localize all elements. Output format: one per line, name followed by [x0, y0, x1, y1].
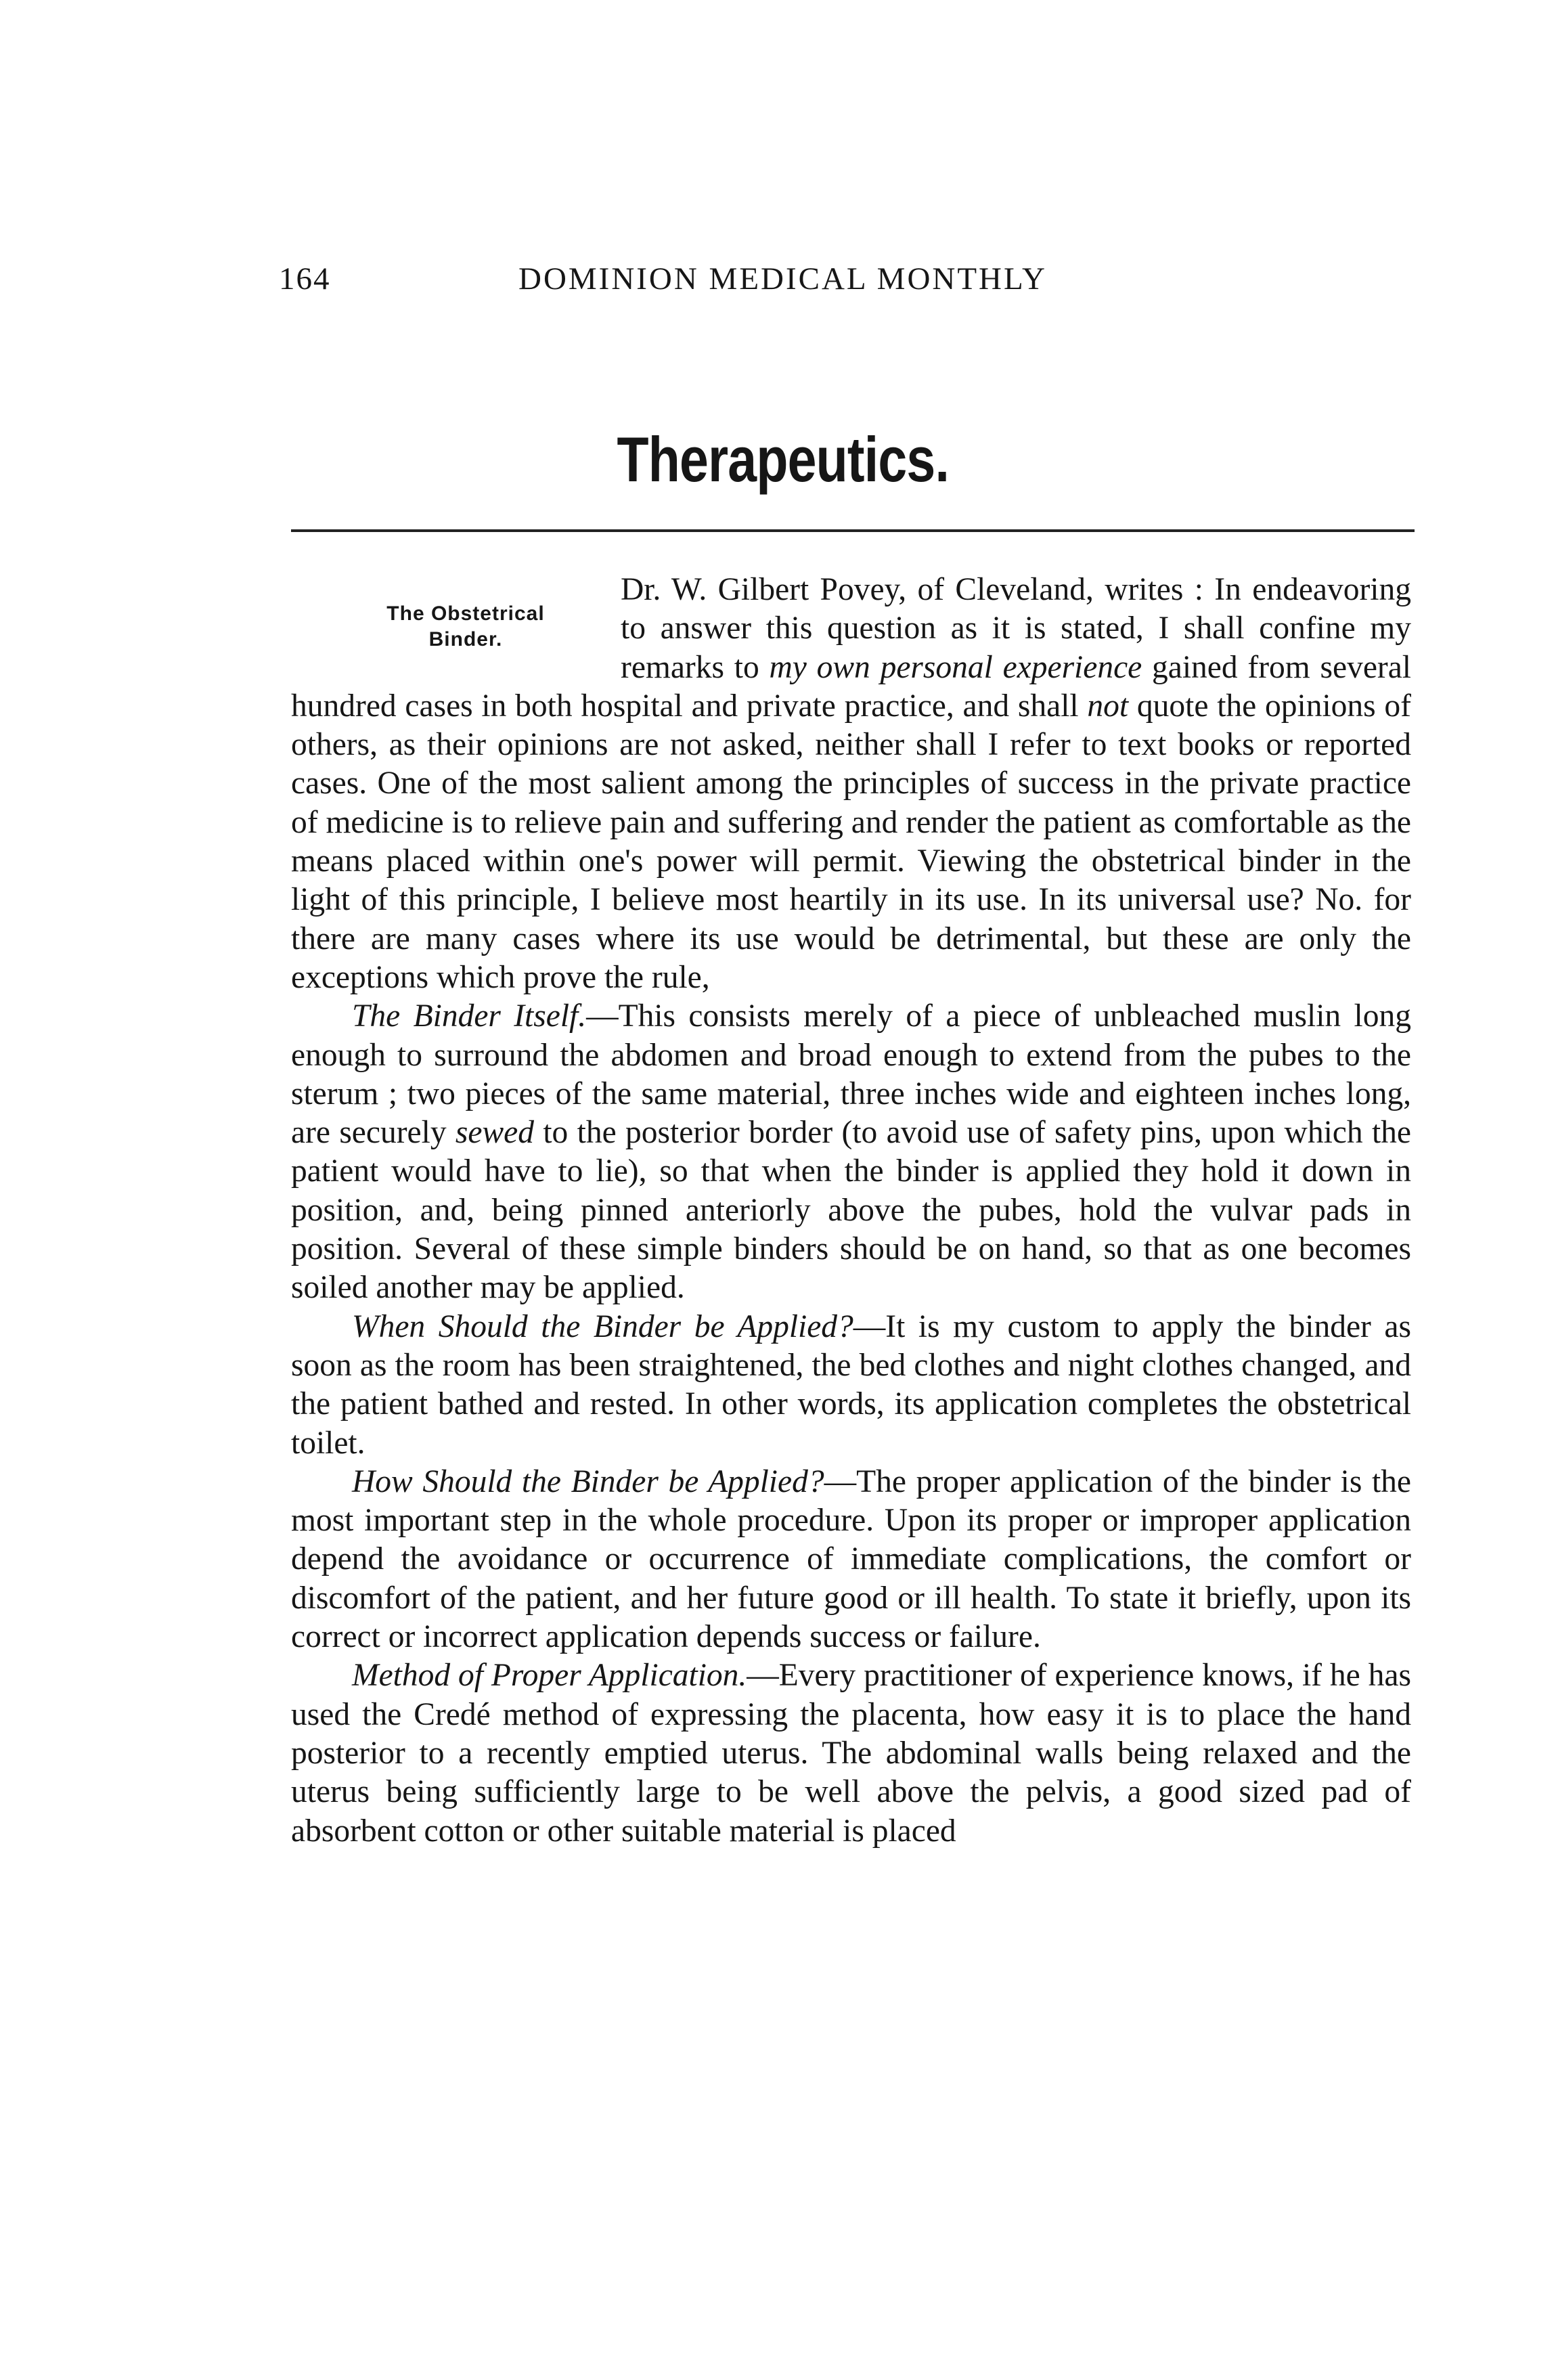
emphasis-sewed: sewed — [455, 1115, 535, 1151]
title-rule-divider — [291, 529, 1415, 532]
section-title: Therapeutics. — [617, 424, 950, 495]
lead-in-binder-itself: The Binder Itself. — [352, 998, 587, 1034]
paragraph-when-applied — [291, 1308, 1411, 1463]
paragraph-how-applied-text: —The proper application of the binder is the most important step in the whole procedure. Upon its proper or improper application depend the avoidance or occurrence of immediate complications, the comfort or discomfort of the patient, and her future good or ill health. To state it briefly, upon its correct or incorrect application depends success or failure. — [291, 1463, 1411, 1655]
page-number: 164 — [279, 261, 331, 296]
paragraph-how-applied — [291, 1463, 1411, 1656]
paragraph-method-text: —Every practitioner of experience knows, if he has used the Credé method of expressing the placenta, how easy it is to place the hand posterior to a recently emptied uterus. The abdominal walls being relaxed and the uterus being sufficiently large to be well above the pelvis, a good sized pad of absorbent cotton or other suitable material is placed — [291, 1658, 1411, 1849]
lead-in-how-applied: How Should the Binder be Applied? — [352, 1463, 824, 1499]
paragraph-binder-itself-rest: to the posterior border (to avoid use of safety pins, upon which the patient would have to lie), so that when the binder is applied they hold it down in position, and, being pinned anteriorly above the pubes, hold the vulvar pads in position. Several of these simple binders should be on hand, so that as one becomes soiled another may be applied. — [291, 1115, 1412, 1306]
sidenote-line-2: Binder. — [428, 628, 503, 651]
journal-title: DOMINION MEDICAL MONTHLY — [518, 261, 1047, 296]
paragraph-intro-rest: quote the opinions of others, as their opinions are not asked, neither shall I refer to text books or reported cases. One of the most salient among the principles of success in the private practice of medicine is to relieve pain and suffering and render the patient as comfortable as the means placed within one's power will permit. Viewing the obstetrical binder in the light of this principle, I believe most heartily in its use. In its universal use? No. for there are many cases where its use would be detrimental, but these are only the exceptions which prove the rule, — [291, 688, 1411, 995]
paragraph-when-applied-text: —It is my custom to apply the binder as soon as the room has been straightened, the bed clothes and night clothes changed, and the patient bathed and rested. In other words, its application completes the obstetrical toilet. — [291, 1308, 1411, 1461]
lead-in-when-applied: When Should the Binder be Applied? — [352, 1308, 853, 1344]
paragraph-intro-mid: gained from several hundred cases in both hospital and private practice, and shall — [291, 649, 1412, 724]
paragraph-intro-text: Dr. W. Gilbert Povey, of Cleveland, writes : In endeavoring to answer this question as it is stated, I shall confine my remarks to — [621, 572, 1411, 685]
paragraph-binder-itself — [291, 997, 1411, 1307]
running-head — [279, 261, 1416, 301]
paragraph-method — [291, 1656, 1411, 1850]
sidenote-spacer — [291, 571, 621, 672]
sidenote-line-1: The Obstetrical — [386, 602, 545, 625]
lead-in-method: Method of Proper Application. — [352, 1658, 747, 1694]
emphasis-own-experience: my own personal experience — [769, 649, 1142, 685]
emphasis-not: not — [1087, 688, 1129, 724]
article-body — [291, 571, 1411, 1851]
paragraph-binder-itself-text: —This consists merely of a piece of unbleached muslin long enough to surround the abdomen and broad enough to extend from the pubes to the sterum ; two pieces of the same material, three inches wide and eighteen inches long, are securely — [291, 998, 1411, 1151]
